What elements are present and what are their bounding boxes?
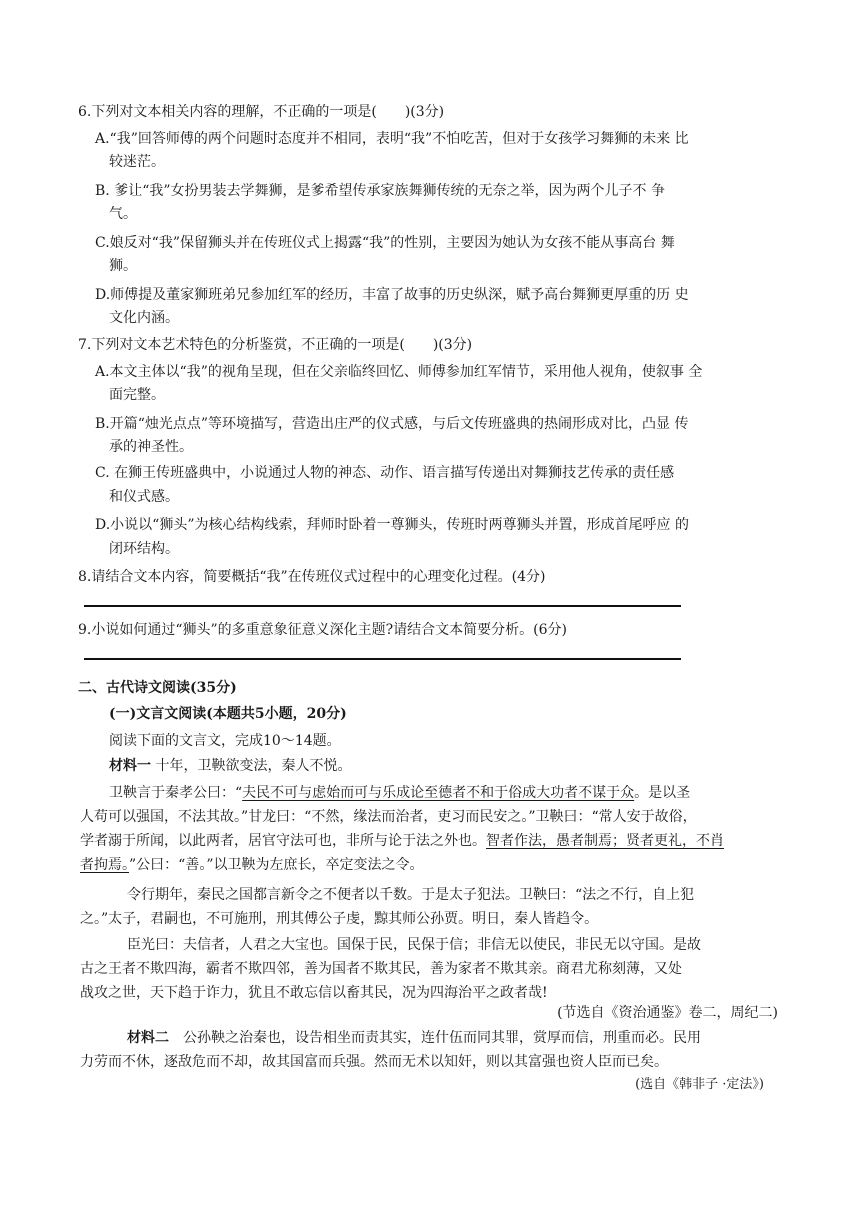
q7-option-d-line2: 闭环结构。: [109, 541, 179, 557]
source-citation-1: (节选自《资治通鉴》卷二，周纪二): [557, 1005, 778, 1021]
material2-text: 公孙鞅之治秦也，设告相坐而责其实，连什伍而同其罪，赏厚而信，刑重而必。民用: [169, 1030, 701, 1046]
q7-option-c-line2: 和仪式感。: [109, 489, 179, 505]
q6-option-d-line1: D.师傅提及董家狮班弟兄参加红军的经历，丰富了故事的历史纵深，赋予高台舞狮更厚重的历 史: [95, 287, 689, 303]
passage3-line2: 古之王者不欺四海，霸者不欺四邻，善为国者不欺其民，善为家者不欺其亲。商君尤称刻薄，又处: [80, 961, 682, 977]
q8-stem: 8.请结合文本内容，简要概括“我”在传班仪式过程中的心理变化过程。(4分): [78, 569, 546, 585]
q7-option-a-line2: 面完整。: [109, 387, 165, 403]
passage2-line2: 之。”太子，君嗣也，不可施刑，刑其傅公子虔，黥其师公孙贾。明日，秦人皆趋令。: [80, 911, 599, 927]
material2-line1: [127, 1028, 701, 1048]
q7-stem: 7.下列对文本艺术特色的分析鉴赏，不正确的一项是( )(3分): [78, 337, 473, 353]
material1-label: 材料一: [109, 758, 151, 774]
q6-option-a-line2: 较迷茫。: [109, 154, 165, 170]
passage1-line1: [109, 783, 690, 803]
q7-option-b-line2: 承的神圣性。: [109, 439, 193, 455]
q6-option-d-line2: 文化内涵。: [109, 310, 179, 326]
underlined-sentence-1: 夫民不可与虑始而可与乐成论至德者不和于俗成大功者不谋于众: [242, 785, 635, 801]
q6-option-b-line1: B. 爹让“我”女扮男装去学舞狮，是爹希望传承家族舞狮传统的无奈之举，因为两个儿子不 争: [95, 183, 665, 199]
material1-intro: 十年，卫鞅欲变法，秦人不悦。: [151, 758, 352, 774]
q8-answer-line[interactable]: [84, 605, 681, 607]
material2-line2: 力劳而不休，逐敌危而不却，故其国富而兵强。然而无术以知奸，则以其富强也资人臣而已矣。: [80, 1054, 668, 1070]
section2-subtitle: (一)文言文阅读(本题共5小题，20分): [109, 706, 347, 722]
passage1-line4-text: ”公曰：“善。”以卫鞅为左庶长，卒定变法之令。: [129, 857, 424, 873]
material1-heading: [109, 756, 351, 776]
q7-option-a-line1: A.本文主体以“我”的视角呈现，但在父亲临终回忆、师傅参加红军情节，采用他人视角，使叙事 全: [95, 364, 703, 380]
source-citation-2: (选自《韩非子 ·定法》): [635, 1077, 764, 1092]
q7-option-b-line1: B.开篇“烛光点点”等环境描写，营造出庄严的仪式感，与后文传班盛典的热闹形成对比，凸显 传: [95, 416, 689, 432]
section2-instruction: 阅读下面的文言文，完成10～14题。: [109, 733, 341, 749]
q6-option-c-line1: C.娘反对“我”保留狮头并在传班仪式上揭露“我”的性别，主要因为她认为女孩不能从事高台 舞: [95, 235, 675, 251]
section2-title: 二、古代诗文阅读(35分): [78, 680, 237, 696]
passage1-line1-text-a: 卫鞅言于秦孝公曰：“: [109, 785, 243, 801]
q6-option-a-line1: A.“我”回答师傅的两个问题时态度并不相同，表明“我”不怕吃苦，但对于女孩学习舞狮的未来 比: [95, 131, 689, 147]
passage3-line1: 臣光曰：夫信者，人君之大宝也。国保于民，民保于信；非信无以使民，非民无以守国。是故: [127, 937, 701, 953]
passage2-line1: 令行期年，秦民之国都言新令之不便者以千数。于是太子犯法。卫鞅曰：“法之不行，自上犯: [127, 887, 695, 903]
q7-option-c-line1: C. 在狮王传班盛典中，小说通过人物的神态、动作、语言描写传递出对舞狮技艺传承的责任感: [95, 465, 675, 481]
passage1-line3: [80, 831, 724, 851]
material2-label: 材料二: [127, 1030, 169, 1046]
q6-stem: 6.下列对文本相关内容的理解，不正确的一项是( )(3分): [78, 104, 445, 120]
passage3-line3: 战攻之世，天下趋于诈力，犹且不敢忘信以畜其民，况为四海治平之政者哉!: [80, 985, 548, 1001]
underlined-sentence-2a: 智者作法，愚者制焉；贤者更礼，不肖: [486, 833, 724, 849]
passage1-line1-text-b: 。是以圣: [634, 785, 691, 801]
passage1-line2: 人苟可以强国，不法其故。”甘龙曰：“不然，缘法而治者，吏习而民安之。”卫鞅曰：“常人安于故俗，: [80, 809, 697, 825]
q9-stem: 9.小说如何通过“狮头”的多重意象征意义深化主题?请结合文本简要分析。(6分): [78, 622, 568, 638]
q6-option-c-line2: 狮。: [109, 258, 137, 274]
underlined-sentence-2b: 者拘焉。: [80, 857, 129, 873]
passage1-line4: [80, 855, 423, 875]
q6-option-b-line2: 气。: [109, 206, 137, 222]
passage1-line3-text: 学者溺于所闻，以此两者，居官守法可也，非所与论于法之外也。: [80, 833, 486, 849]
q7-option-d-line1: D.小说以“狮头”为核心结构线索，拜师时卧着一尊狮头，传班时两尊狮头并置，形成首尾呼应 的: [95, 517, 689, 533]
q9-answer-line[interactable]: [84, 658, 681, 660]
